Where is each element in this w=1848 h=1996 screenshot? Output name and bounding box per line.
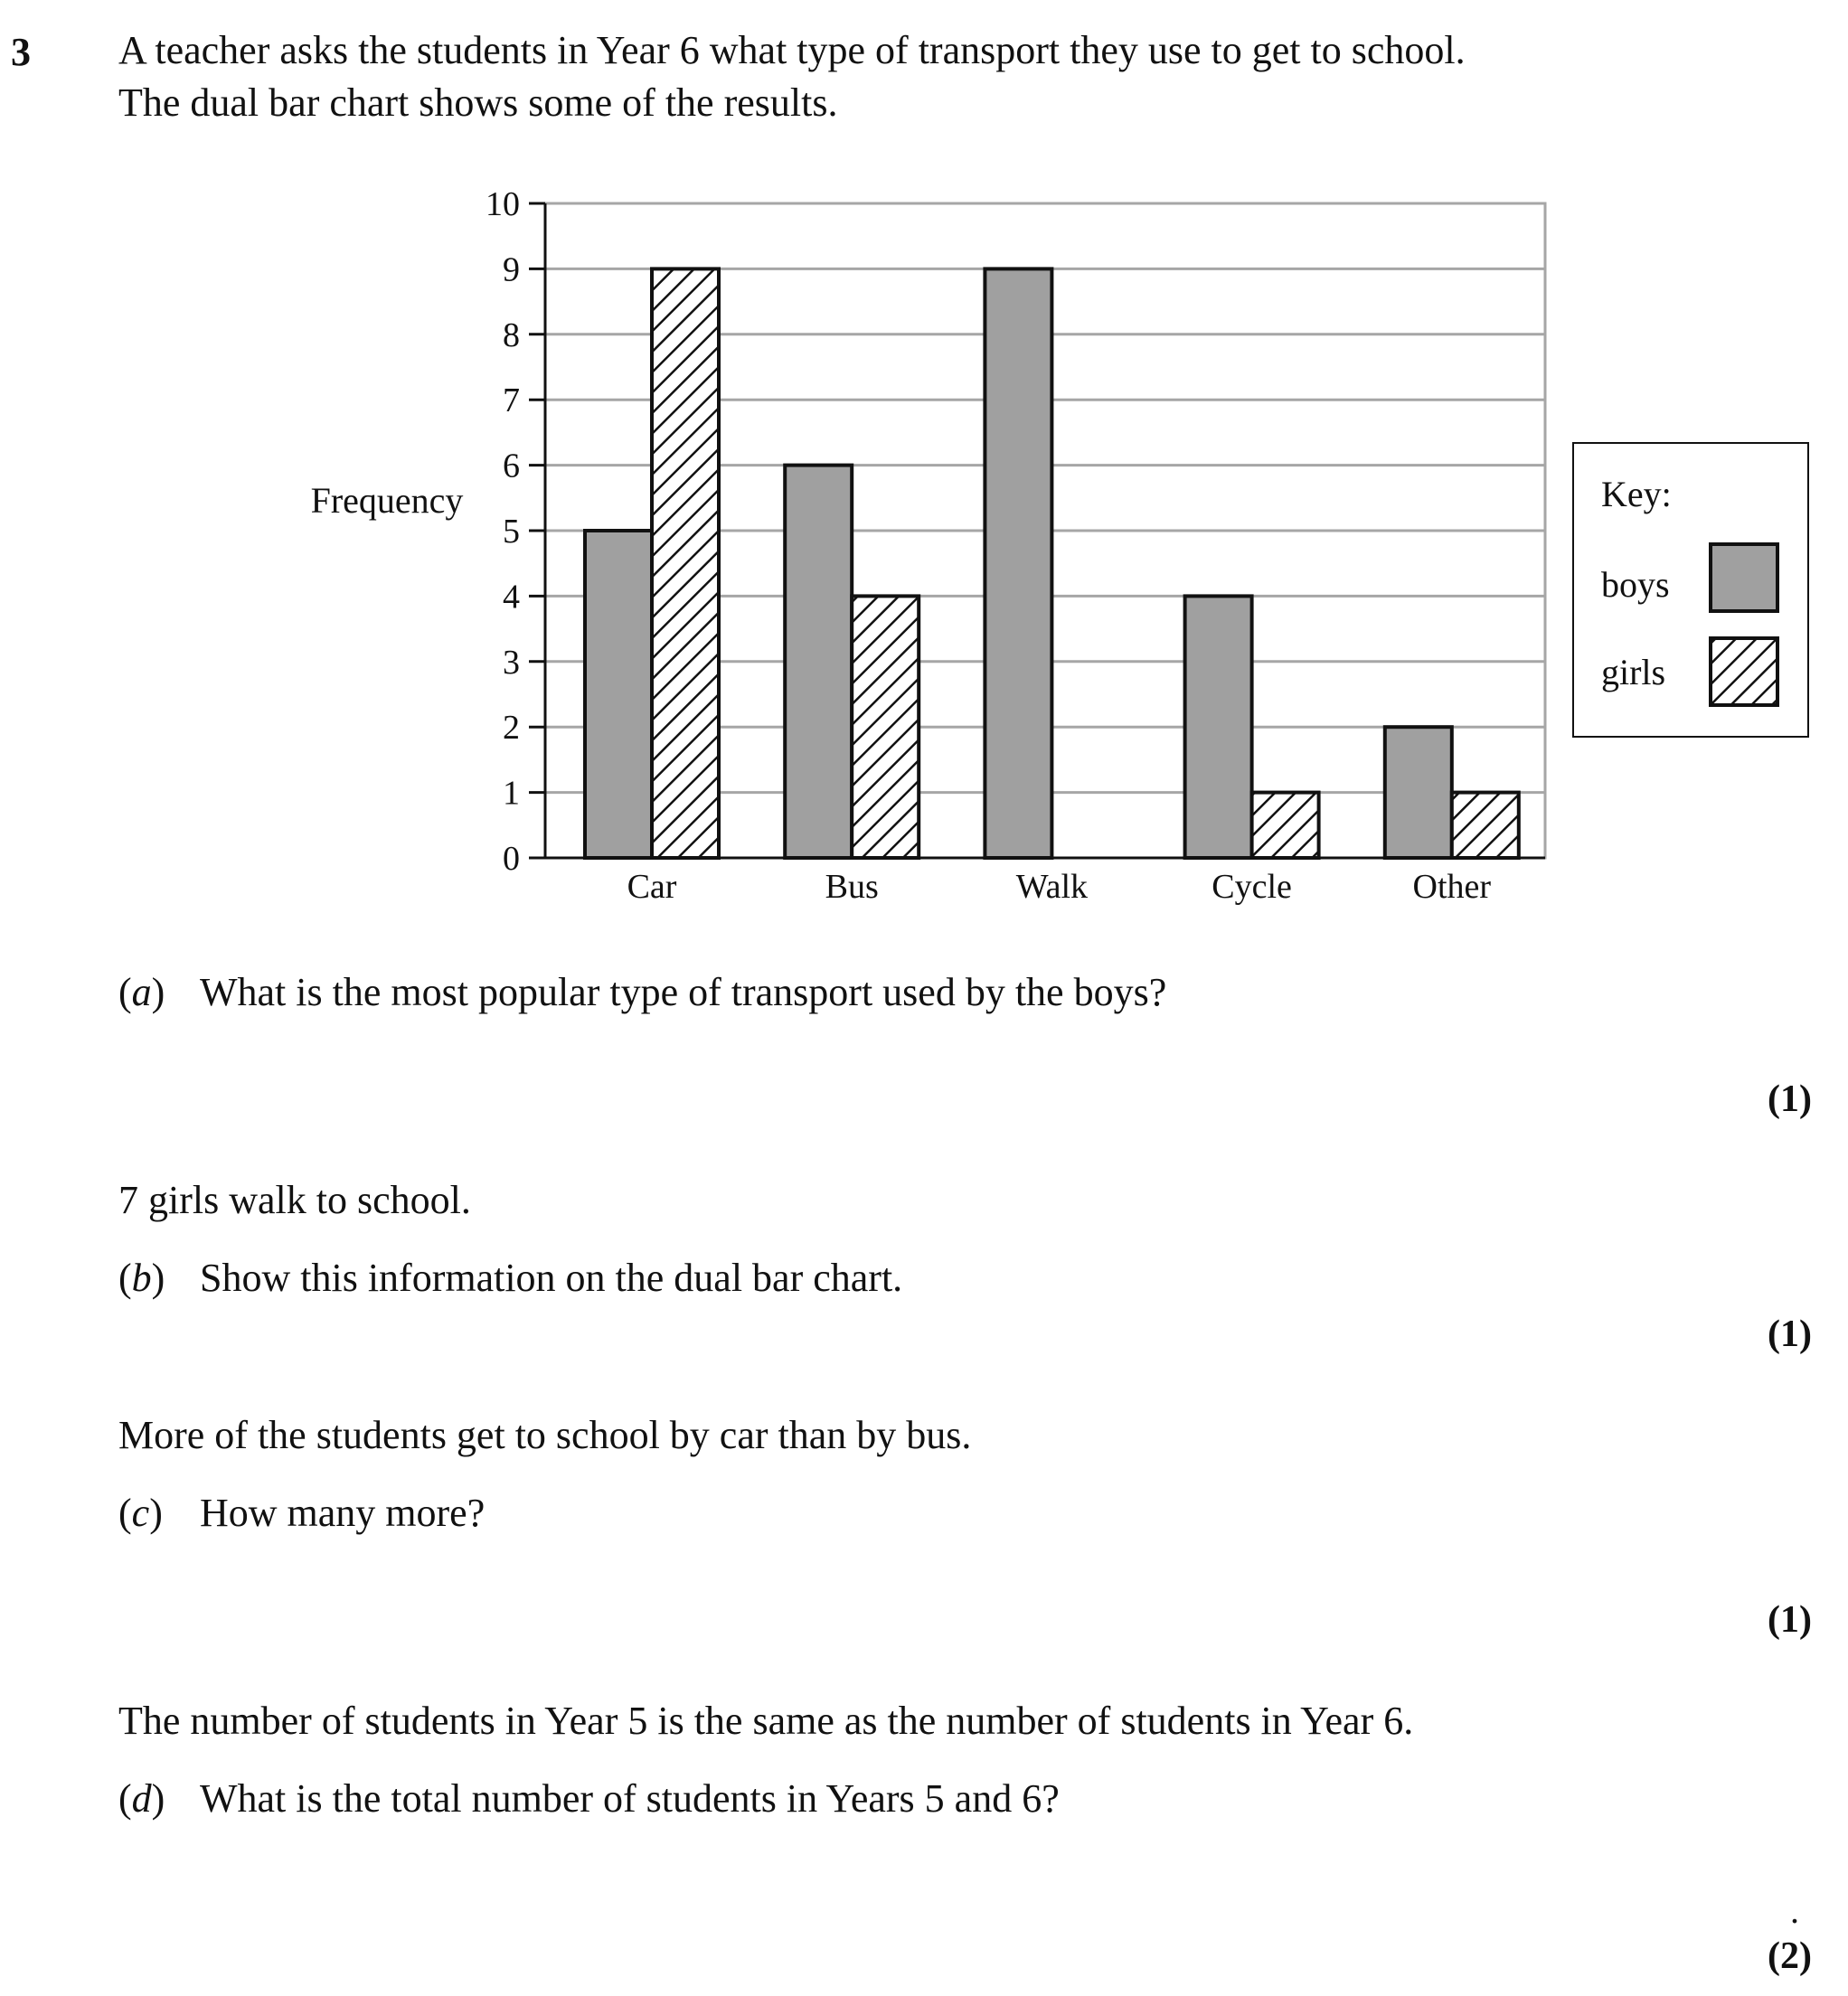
stray-dot: . (1790, 1890, 1799, 1931)
bar-boys-car (585, 531, 652, 858)
x-tick-label-cycle: Cycle (1212, 868, 1292, 906)
part-c (118, 1490, 485, 1538)
legend (1573, 443, 1808, 737)
part-b-letter: (b) (118, 1256, 165, 1300)
part-d (118, 1775, 1060, 1823)
bar-girls-cycle (1252, 793, 1319, 858)
dual-bar-chart (0, 0, 1848, 940)
y-tick-label-5: 5 (503, 513, 520, 551)
question-intro-line-1: A teacher asks the students in Year 6 what type of transport they use to get to school. (118, 28, 1466, 72)
part-a-marks: (1) (1768, 1078, 1812, 1120)
bar-girls-car (652, 268, 719, 858)
part-a-text: What is the most popular type of transport used by the boys? (200, 970, 1167, 1014)
y-tick-label-8: 8 (503, 315, 520, 354)
legend-label-boys: boys (1601, 564, 1670, 605)
part-d-marks: (2) (1768, 1935, 1812, 1977)
x-tick-label-car: Car (627, 868, 677, 906)
part-c-text: How many more? (200, 1491, 486, 1535)
x-tick-label-bus: Bus (825, 868, 879, 906)
y-tick-label-6: 6 (503, 447, 520, 485)
bar-boys-other (1385, 727, 1452, 858)
legend-title: Key: (1601, 474, 1672, 514)
bar-girls-bus (852, 596, 919, 858)
legend-swatch-boys (1711, 544, 1777, 611)
bar-boys-bus (785, 466, 852, 858)
y-tick-label-1: 1 (503, 774, 520, 813)
part-c-intro: More of the students get to school by car than by bus. (118, 1413, 972, 1457)
bar-boys-cycle (1185, 596, 1252, 858)
part-c-marks: (1) (1768, 1599, 1812, 1641)
x-tick-label-other: Other (1412, 868, 1492, 906)
y-tick-label-7: 7 (503, 381, 520, 420)
y-tick-label-2: 2 (503, 709, 520, 748)
question-number: 3 (11, 30, 31, 74)
legend-label-girls: girls (1601, 652, 1666, 692)
y-tick-label-4: 4 (503, 578, 520, 617)
part-d-intro: The number of students in Year 5 is the same as the number of students in Year 6. (118, 1699, 1414, 1743)
question-intro-line-2: The dual bar chart shows some of the results. (118, 80, 838, 125)
part-b (118, 1255, 902, 1303)
part-b-marks: (1) (1768, 1313, 1812, 1355)
y-tick-label-3: 3 (503, 643, 520, 682)
bar-girls-other (1452, 793, 1519, 858)
part-a-letter: (a) (118, 970, 165, 1014)
y-tick-label-10: 10 (486, 185, 520, 223)
y-tick-label-9: 9 (503, 250, 520, 289)
bar-boys-walk (985, 268, 1051, 858)
part-c-letter: (c) (118, 1491, 163, 1535)
x-tick-label-walk: Walk (1015, 868, 1089, 906)
legend-swatch-girls (1711, 638, 1777, 705)
y-tick-label-0: 0 (503, 840, 520, 878)
part-a (118, 969, 1166, 1017)
part-d-letter: (d) (118, 1776, 165, 1821)
part-b-text: Show this information on the dual bar chart. (200, 1256, 903, 1300)
part-d-text: What is the total number of students in Years 5 and 6? (200, 1776, 1060, 1821)
part-b-intro: 7 girls walk to school. (118, 1178, 471, 1222)
y-axis-label: Frequency (310, 480, 464, 521)
